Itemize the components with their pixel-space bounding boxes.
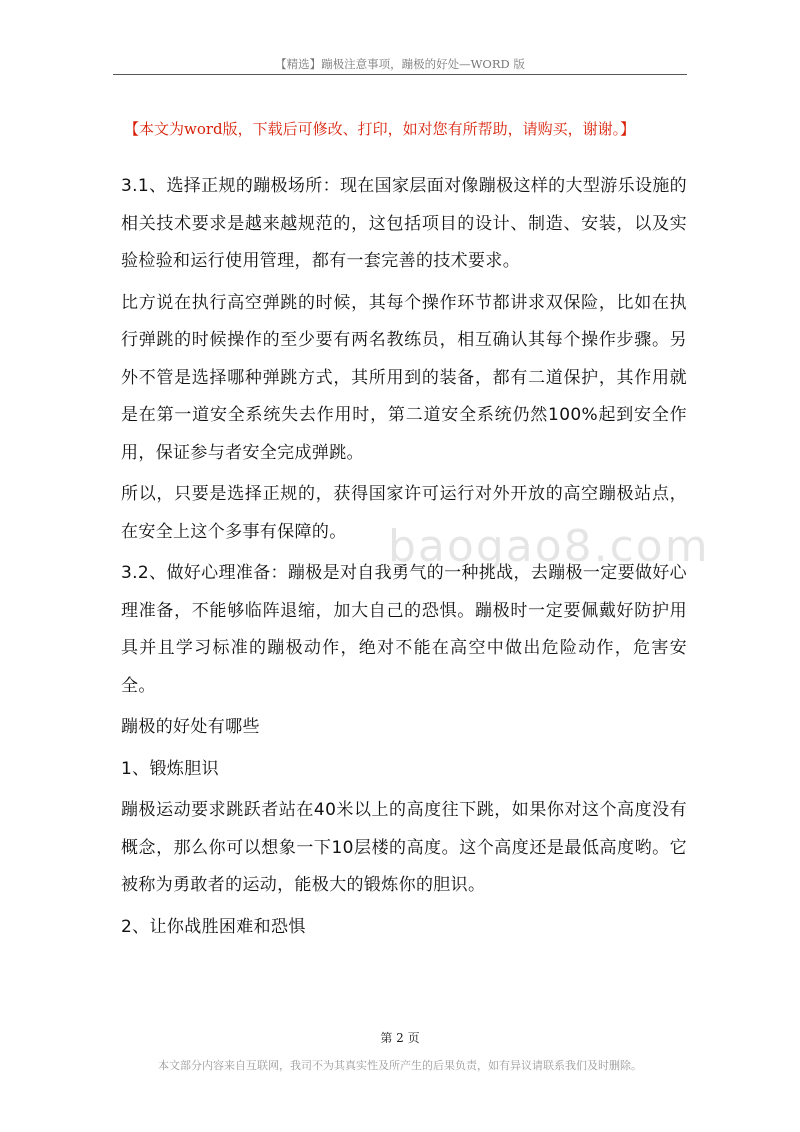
page-number: 第 2 页 [380,1031,420,1045]
header-divider [113,74,687,75]
page-header-title: 【精选】蹦极注意事项，蹦极的好处—WORD 版 [275,57,525,71]
section-heading-benefits: 蹦极的好处有哪些 [121,717,260,737]
footer-disclaimer: 本文部分内容来自互联网，我司不为其真实性及所产生的后果负责，如有异议请联系我们及时删除。 [158,1059,642,1072]
paragraph-safe-venue: 3.1、选择正规的蹦极场所：现在国家层面对像蹦极这样的大型游乐设施的相关技术要求是越来越规范的，这包括项目的设计、制造、安装，以及实验检验和运行使用管理，都有一套完善的技术要求。 [121,176,687,271]
paragraph-courage: 蹦极运动要求跳跃者站在40米以上的高度往下跳，如果你对这个高度没有概念，那么你可以想象一下10层楼的高度。这个高度还是最低高度哟。它被称为勇敢者的运动，能极大的锻炼你的胆识。 [121,800,687,895]
paragraph-double-insurance: 比方说在执行高空弹跳的时候，其每个操作环节都讲求双保险，比如在执行弹跳的时候操作的至少要有两名教练员，相互确认其每个操作步骤。另外不管是选择哪种弹跳方式，其所用到的装备，都有二道保护，其作用就是在第一道安全系统失去作用时，第二道安全系统仍然100%起到安全作用，保证参与者安全完成弹跳。 [121,292,687,463]
subheading-courage: 1、锻炼胆识 [121,758,219,779]
paragraph-mental-prep: 3.2、做好心理准备：蹦极是对自我勇气的一种挑战，去蹦极一定要做好心理准备，不能够临阵退缩，加大自己的恐惧。蹦极时一定要佩戴好防护用具并且学习标准的蹦极动作，绝对不能在高空中做出危险动作，危害安全。 [121,563,687,696]
watermark: baogao8.com [388,521,710,572]
word-version-notice: 【本文为word版，下载后可修改、打印，如对您有所帮助，请购买，谢谢。】 [124,120,636,138]
paragraph-conclusion-safety: 所以，只要是选择正规的，获得国家许可运行对外开放的高空蹦极站点，在安全上这个多事有保障的。 [121,484,687,542]
subheading-overcome-fear: 2、让你战胜困难和恐惧 [121,916,306,937]
